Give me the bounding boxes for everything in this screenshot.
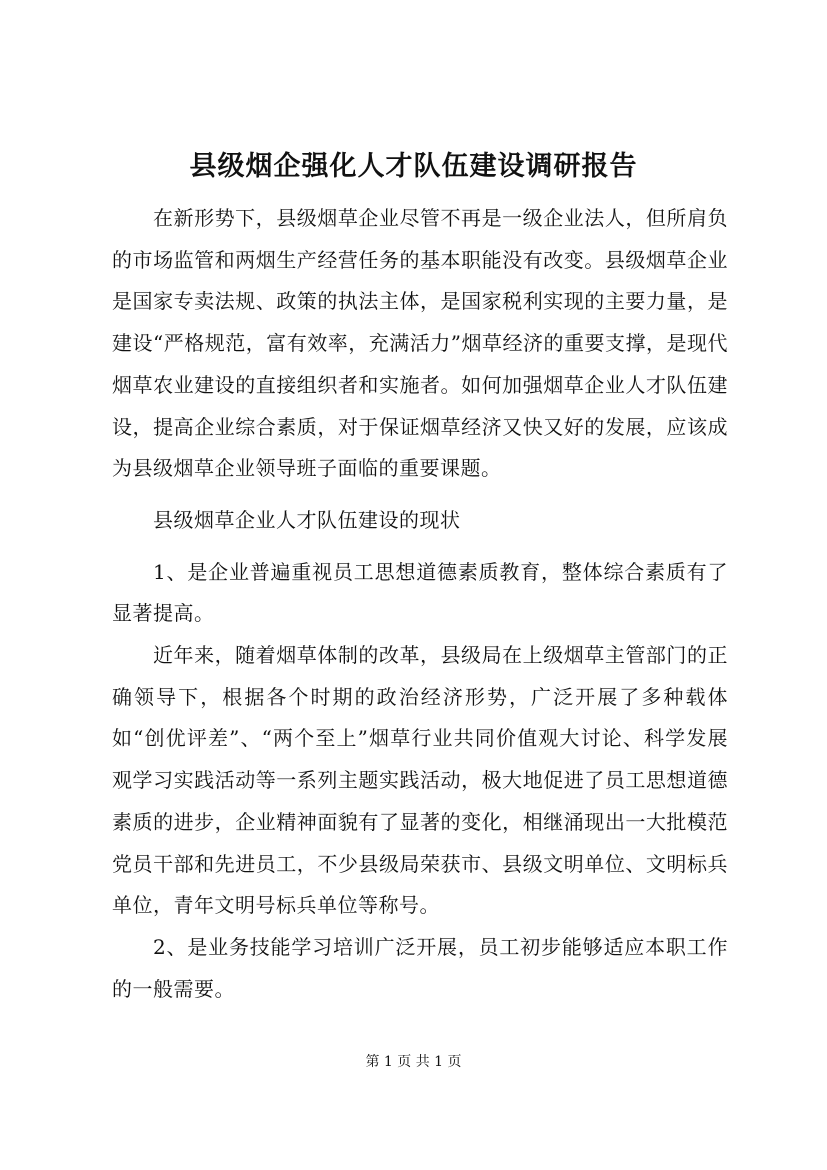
section-heading-status: 县级烟草企业人才队伍建设的现状 <box>153 507 461 532</box>
page-footer: 第 1 页 共 1 页 <box>365 1054 462 1070</box>
paragraph-point-1: 1、是企业普遍重视员工思想道德素质教育，整体综合素质有了显著提高。 <box>112 559 728 626</box>
paragraph-intro: 在新形势下，县级烟草企业尽管不再是一级企业法人，但所肩负的市场监管和两烟生产经营任务的基本职能没有改变。县级烟草企业是国家专卖法规、政策的执法主体，是国家税利实现的主要力量，是建设“严格规范，富有效率，充满活力”烟草经济的重要支撑，是现代烟草农业建设的直接组织者和实施者。如何加强烟草企业人才队伍建设，提高企业综合素质，对于保证烟草经济又快又好的发展，应该成为县级烟草企业领导班子面临的重要课题。 <box>112 206 728 481</box>
document-body <box>112 198 728 1010</box>
document-title: 县级烟企强化人才队伍建设调研报告 <box>189 151 638 182</box>
paragraph-point-2: 2、是业务技能学习培训广泛开展，员工初步能够适应本职工作的一般需要。 <box>112 934 728 1001</box>
paragraph-point-1-detail: 近年来，随着烟草体制的改革，县级局在上级烟草主管部门的正确领导下，根据各个时期的政治经济形势，广泛开展了多种载体如“创优评差”、“两个至上”烟草行业共同价值观大讨论、科学发展观学习实践活动等一系列主题实践活动，极大地促进了员工思想道德素质的进步，企业精神面貌有了显著的变化，相继涌现出一大批模范党员干部和先进员工，不少县级局荣获市、县级文明单位、文明标兵单位，青年文明号标兵单位等称号。 <box>112 643 728 918</box>
